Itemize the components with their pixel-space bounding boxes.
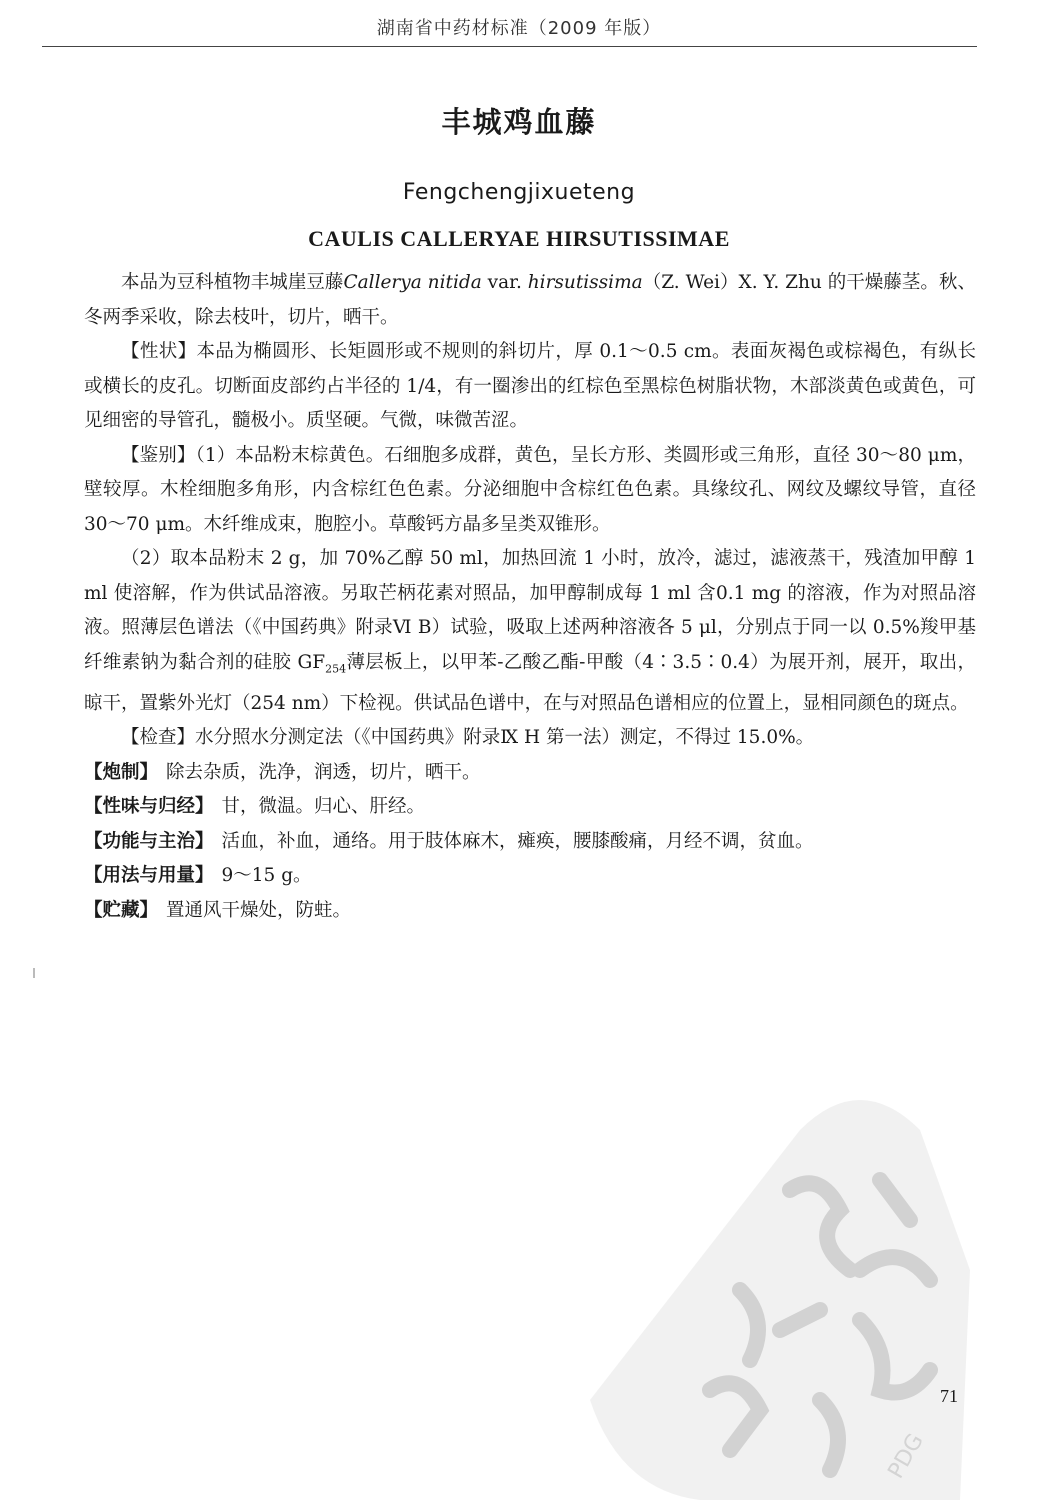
inspection-section [84, 721, 976, 756]
dosage-label: 【用法与用量】 [84, 865, 214, 887]
plate-subscript: 254 [325, 662, 347, 676]
functions-text: 活血，补血，通络。用于肢体麻木，瘫痪，腰膝酸痛，月经不调，贫血。 [221, 830, 814, 852]
nature-text: 甘，微温。归心、肝经。 [221, 796, 426, 818]
description-text: 本品为椭圆形、长矩圆形或不规则的斜切片，厚 0.1～0.5 cm。表面灰褐色或棕褐色，有纵长或横长的皮孔。切断面皮部约占半径的 1/4，有一圈渗出的红棕色至黑棕色树脂状物，木部淡黄色或黄色，可见细密的导管孔，髓极小。质坚硬。气微，味微苦涩。 [84, 341, 976, 431]
functions-section [84, 825, 976, 860]
inspection-text: 照水分测定法（《中国药典》附录Ⅸ H 第一法）测定，不得过 15.0%。 [232, 727, 815, 749]
nature-section [84, 790, 976, 825]
functions-label: 【功能与主治】 [84, 830, 214, 852]
identification-para-2: （2）取本品粉末 2 g，加 70%乙醇 50 ml，加热回流 1 小时，放冷，滤过，滤液蒸干，残渣加甲醇 1 ml 使溶解，作为供试品溶液。另取芒柄花素对照品，加甲醇制成每 1 ml 含0.1 mg 的溶液，作为对照品溶液。照薄层色谱法（《中国药典》附录Ⅵ B）试验，吸取上述两种溶液各 5 μl，分别点于同一以 0.5%羧甲基纤维素钠为黏合剂的硅胶 $GF_{254}$薄层板上，以甲苯-乙酸乙酯-甲酸（4∶3.5∶0.4）为展开剂，展开，取出，晾干，置紫外光灯（254 nm）下检视。供试品色谱中，在与对照品色谱相应的位置上，显相同颜色的斑点。 [84, 548, 976, 714]
scan-speck [33, 968, 35, 978]
identification-section [84, 439, 976, 543]
description-label: 【性状】 [121, 341, 197, 362]
seal-mark: PDG [883, 1429, 929, 1483]
library-seal-watermark [560, 1070, 980, 1500]
processing-label: 【炮制】 [84, 761, 159, 783]
identification-para-1: （1）本品粉末棕黄色。石细胞多成群，黄色，呈长方形、类圆形或三角形，直径 30～80 μm，壁较厚。木栓细胞多角形，内含棕红色色素。分泌细胞中含棕红色色素。具缘纹孔、网纹及螺纹导管，直径 30～70 μm。木纤维成束，胞腔小。草酸钙方晶多呈类双锥形。 [84, 444, 976, 535]
processing-section [84, 756, 976, 791]
latin-name: CAULIS CALLERYAE HIRSUTISSIMAE [308, 226, 730, 251]
description-section [84, 335, 976, 439]
moisture-label: 水分 [195, 727, 233, 749]
storage-text: 置通风干燥处，防蛀。 [166, 899, 352, 921]
monograph-title: 丰城鸡血藤 [441, 105, 597, 139]
processing-text: 除去杂质，洗净，润透，切片，晒干。 [166, 761, 481, 783]
dosage-text: 9～15 g。 [221, 865, 312, 887]
species-genus: Callerya nitida [343, 272, 482, 293]
storage-section [84, 894, 976, 929]
monograph-body [84, 266, 976, 928]
header-rule [42, 46, 977, 47]
identification-label: 【鉴别】 [121, 444, 196, 466]
nature-label: 【性味与归经】 [84, 796, 214, 818]
running-header: 湖南省中药材标准（2009 年版） [376, 18, 662, 39]
dosage-section [84, 859, 976, 894]
species-epithet: hirsutissima [527, 272, 643, 293]
page-number: 71 [940, 1386, 958, 1406]
pinyin-name: Fengchengjixueteng [402, 180, 636, 205]
storage-label: 【贮藏】 [84, 899, 159, 921]
inspection-label: 【检查】 [121, 727, 196, 749]
intro-paragraph: 本品为豆科植物丰城崖豆藤Callerya nitida var. hirsutissima（Z. Wei）X. Y. Zhu 的干燥藤茎。秋、冬两季采收，除去枝叶，切片，晒干。 [84, 272, 976, 328]
